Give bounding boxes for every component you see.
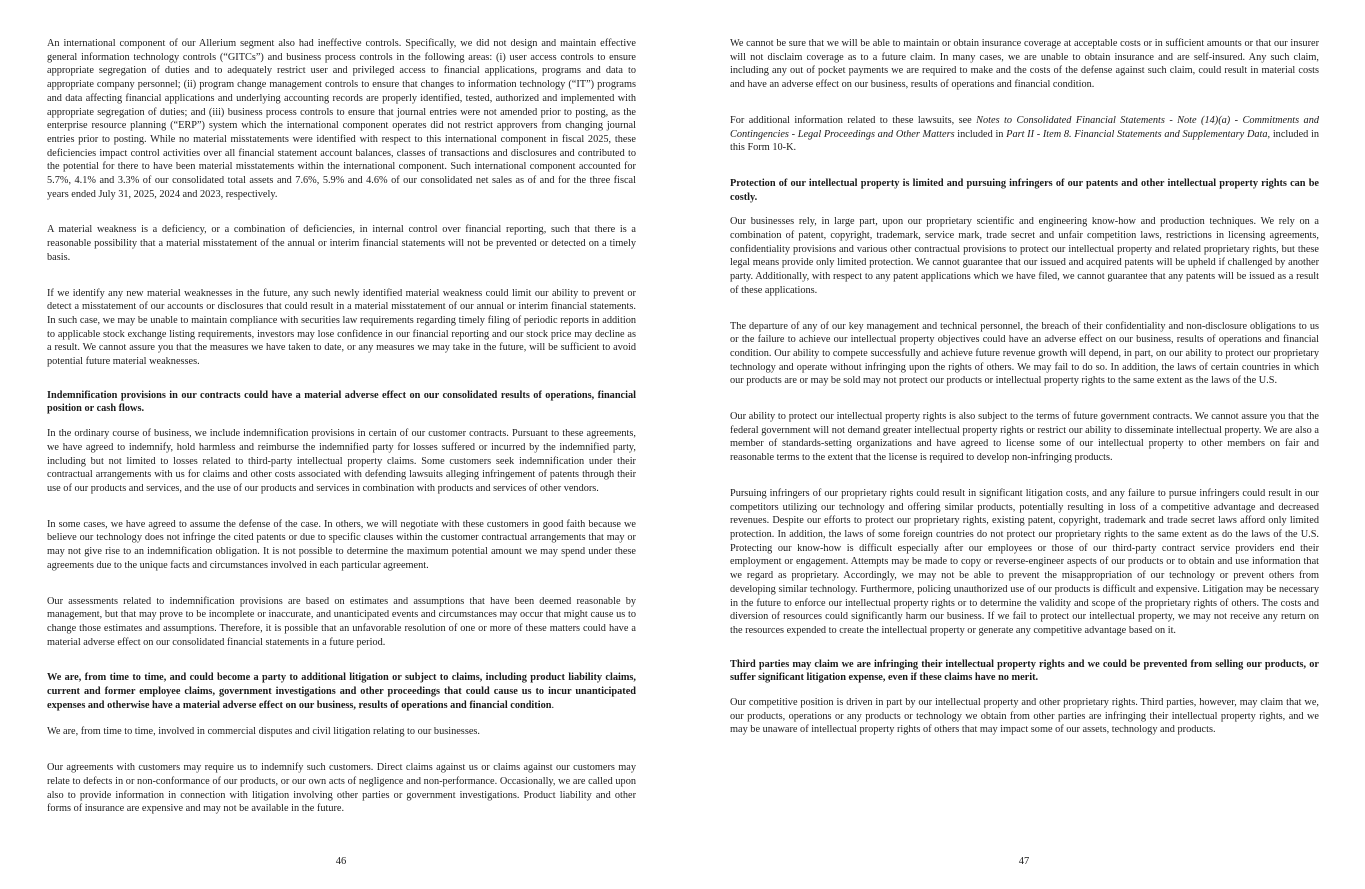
page-47-text-column (730, 37, 1319, 750)
paragraph-lawsuits-reference (730, 114, 1319, 155)
paragraph-allerium-controls: An international component of our Allerium segment also had ineffective controls. Specifically, we did not design and maintain effective general information technology controls (“GITCs”) and business process controls in the following areas: (i) user access controls to ensure appropriate segregation of duties and to adequately restrict user and privileged access to financial applications, programs and data to appropriate company personnel; (ii) program change management controls to ensure that changes to information technology (“IT”) programs and data affecting financial applications and underlying accounting records are properly identified, tested, authorized and implemented with appropriate segregation of duties; and (iii) business process controls to ensure that journal entries were not amended prior to posting, as the enterprise resource planning (“ERP”) system which the international component operates did not restrict approvers from changing journal entries prior to posting. While no material misstatements were identified with respect to this international component in fiscal 2025, these deficiencies impact control activities over all financial statement account balances, classes of transactions and disclosures and contributed to the potential for there to have been material misstatements within the international component. Such international component accounted for 5.7%, 4.1% and 3.3% of our consolidated total assets and 7.6%, 5.9% and 4.6% of our consolidated net sales as of and for the three fiscal years ended July 31, 2025, 2024 and 2023, respectively. (47, 38, 636, 200)
page-47 (683, 0, 1365, 889)
heading-third-party-claims: Third parties may claim we are infringing their intellectual property rights and we could be prevented from selling our products, or suffer significant litigation expense, even if these claims have no merit. (730, 658, 1319, 684)
heading-ip-protection: Protection of our intellectual property is limited and pursuing infringers of our patents and other intellectual property rights can be costly. (730, 177, 1319, 203)
paragraph-defense-of-case: In some cases, we have agreed to assume the defense of the case. In others, we will negotiate with these customers in good faith because we believe our technology does not infringe the cited patents or due to specific clauses within the customer contractual arrangements that may or may not give rise to an indemnification obligation. It is not possible to determine the maximum potential amount we may spend under these agreements due to the unique facts and circumstances involved in each particular agreement. (47, 518, 636, 571)
page-number: 46 (335, 856, 347, 867)
paragraph-customer-agreements: Our agreements with customers may require us to indemnify such customers. Direct claims against us or claims against our customers may relate to defects in or non-conformance of our products, or our own acts of negligence and non-performance. Occasionally, we are called upon also to provide information in connection with litigation involving other parties or government investigations. Product liability and other forms of insurance are expensive and may not be available in the future. (47, 762, 636, 815)
heading-litigation-claims-period: . (551, 699, 555, 711)
paragraph-assessments: Our assessments related to indemnification provisions are based on estimates and assumptions that have been deemed reasonable by management, but that may prove to be incomplete or inaccurate, and unanticipated events and circumstances may occur that might cause us to change those estimates and assumptions. Therefore, it is possible that an unfavorable resolution of one or more of these matters could have a material adverse effect on our consolidated financial statements in a future period. (47, 595, 636, 648)
paragraph-future-weaknesses: If we identify any new material weaknesses in the future, any such newly identified material weakness could limit our ability to prevent or detect a misstatement of our accounts or disclosures that could result in a material misstatement of our annual or interim financial statements. In such case, we may be unable to maintain compliance with securities law requirements regarding timely filing of periodic reports in addition to applicable stock exchange listing requirements, investors may lose confidence in our financial reporting and our stock price may decline as a result. We cannot assure you that the measures we have taken to date, or any measures we may take in the future, will be sufficient to avoid potential future material weaknesses. (47, 287, 636, 368)
paragraph-key-personnel: The departure of any of our key management and technical personnel, the breach of their confidentiality and non-disclosure obligations to us or the failure to achieve our intellectual property objectives could have an adverse effect on our business, results of operations and financial condition. Our ability to compete successfully and achieve future revenue growth will depend, in part, on our ability to protect our proprietary technology and operate without infringing upon the rights of others. We may fail to do so. In addition, the laws of certain countries in which our products are or may be sold may not protect our products or intellectual property rights to the same extent as the laws of the U.S. (730, 320, 1319, 387)
paragraph-commercial-disputes: We are, from time to time, involved in commercial disputes and civil litigation relating to our businesses. (47, 726, 480, 738)
reference-mid-text: included in (954, 128, 1007, 140)
paragraph-indemnification-provisions: In the ordinary course of business, we include indemnification provisions in certain of our customer contracts. Pursuant to these agreements, we have agreed to indemnify, hold harmless and reimburse the indemnified party for losses suffered or incurred by the indemnified party, including but not limited to losses related to third-party intellectual property claims. Some customers seek indemnification under their contractual arrangements with us for claims and other costs associated with defending lawsuits alleging infringement of patents through their use of our products and services, and the use of our products and services in combination with products and services of other vendors. (47, 428, 636, 494)
paragraph-insurance-coverage: We cannot be sure that we will be able to maintain or obtain insurance coverage at acceptable costs or in sufficient amounts or that our insurer will not disclaim coverage as to a future claim. In many cases, we are unable to obtain insurance and are self-insured. Any such claim, including any out of pocket payments we are required to make and the costs of the defense against such claim, could result in material costs and have an adverse effect on our business, results of operations and financial condition. (730, 38, 1319, 91)
heading-indemnification: Indemnification provisions in our contracts could have a material adverse effect on our consolidated results of operations, financial position or cash flows. (47, 389, 636, 415)
reference-part-title: Part II - Item 8. Financial Statements and Supplementary Data, (1006, 128, 1271, 140)
page-46 (0, 0, 682, 889)
page-46-text-column (47, 37, 636, 829)
page-number: 47 (1018, 856, 1030, 867)
heading-litigation-claims-text: We are, from time to time, and could become a party to additional litigation or subject to claims, including product liability claims, current and former employee claims, government investigations and other proceedings that could cause us to incur unanticipated expenses and otherwise have a material adverse effect on our business, results of operations and financial condition (47, 672, 636, 711)
heading-litigation-claims (47, 671, 636, 712)
reference-tail-text: included in this Form 10-K. (730, 128, 1319, 154)
paragraph-government-contracts: Our ability to protect our intellectual property rights is also subject to the terms of future government contracts. We cannot assure you that the federal government will not demand greater intellectual property rights or restrict our ability to disseminate intellectual property. We are also a member of standards-setting organizations and have agreed to license some of our intellectual property to other members on fair and reasonable terms to the extent that the license is required to develop non-infringing products. (730, 411, 1319, 464)
paragraph-proprietary-knowhow: Our businesses rely, in large part, upon our proprietary scientific and engineering know-how and production techniques. We rely on a combination of patent, copyright, trademark, service mark, trade secret and unfair competition laws, restrictions in licensing agreements, confidentiality provisions and various other contractual provisions to protect our intellectual property and related proprietary rights, but these legal means provide only limited protection. We cannot guarantee that our issued and acquired patents will be upheld if challenged by another party. Additionally, with respect to any patent applications which we have filed, we cannot guarantee that any patents will be issued as a result of these applications. (730, 216, 1319, 296)
paragraph-competitive-position: Our competitive position is driven in part by our intellectual property and other proprietary rights. Third parties, however, may claim that we, our products, operations or any products or technology we obtain from other parties are infringing their intellectual property rights, and we may be unaware of intellectual property rights of others that may impact some of our assets, technology and products. (730, 697, 1319, 736)
reference-lead-text: For additional information related to these lawsuits, see (730, 114, 977, 126)
paragraph-material-weakness-definition: A material weakness is a deficiency, or a combination of deficiencies, in internal control over financial reporting, such that there is a reasonable possibility that a material misstatement of the annual or interim financial statements will not be prevented or detected on a timely basis. (47, 224, 636, 263)
paragraph-pursuing-infringers: Pursuing infringers of our proprietary rights could result in significant litigation costs, and any failure to pursue infringers could result in our competitors utilizing our technology and offering similar products, potentially resulting in loss of a competitive advantage and decreased revenues. Despite our efforts to protect our proprietary rights, existing patent, copyright, trademark and trade secret laws afford only limited protection. In addition, the laws of some foreign countries do not protect our proprietary rights to the same extent as do the laws of the U.S. Protecting our know-how is difficult especially after our employees or those of our third-party contract service providers end their employment or engagement. Attempts may be made to copy or reverse-engineer aspects of our products or to obtain and use information that we regard as proprietary. Accordingly, we may not be able to prevent the misappropriation of our technology or prevent others from developing similar technology. Furthermore, policing unauthorized use of our products is difficult and expensive. Litigation may be necessary in the future to enforce our intellectual property rights or to determine the validity and scope of the proprietary rights of others. The costs and diversion of resources could significantly harm our business. If we fail to protect our intellectual property, we may not receive any return on the resources expended to create the intellectual property or generate any competitive advantage based on it. (730, 487, 1319, 636)
reference-notes-title: Notes to Consolidated Financial Statements - Note (14)(a) - Commitments and Contingencies - Legal Proceedings and Other Matters (730, 114, 1319, 140)
